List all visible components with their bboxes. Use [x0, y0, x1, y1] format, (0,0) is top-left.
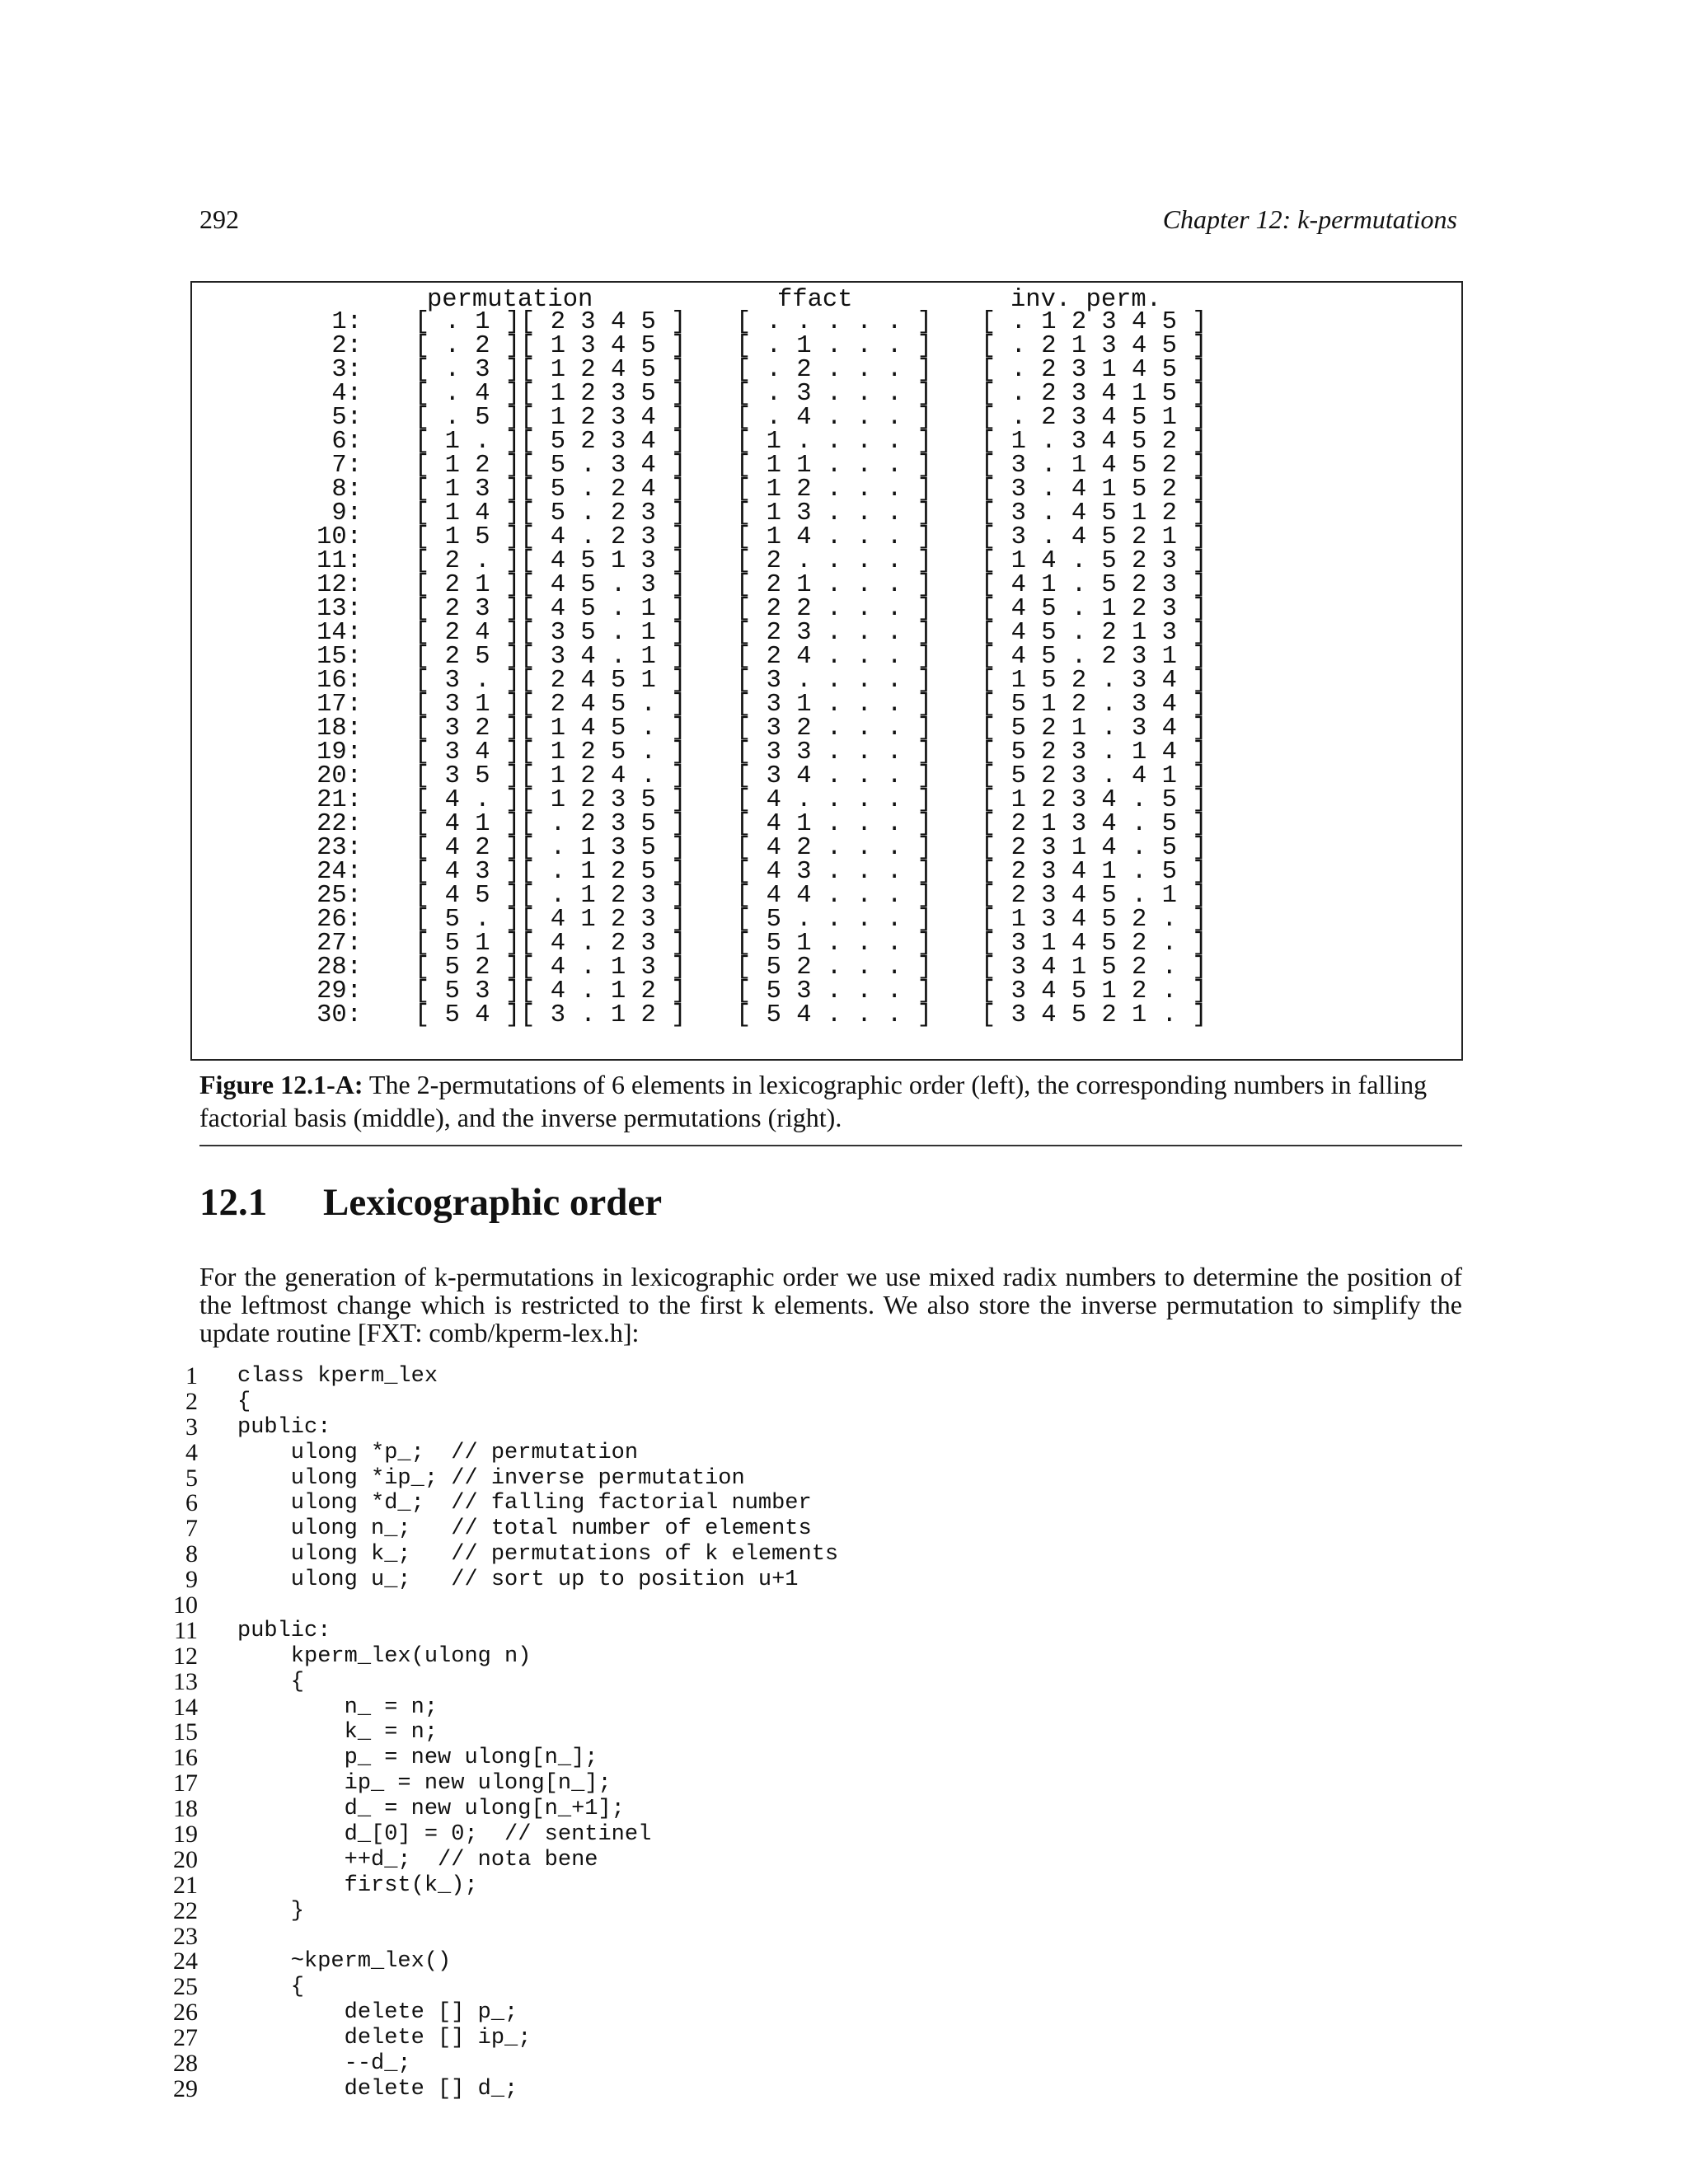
inverse-cell: [ 4 5 . 1 2 3 ] — [981, 595, 1207, 623]
code-text: { — [237, 1669, 305, 1694]
inverse-cell: [ 5 2 3 . 1 4 ] — [981, 738, 1207, 766]
inverse-cell: [ 5 2 3 . 4 1 ] — [981, 762, 1207, 790]
permutation-cell: [ 2 1 ][ 4 5 . 3 ] — [415, 571, 687, 599]
ffact-cell: [ . 1 . . . ] — [736, 332, 932, 360]
inverse-cell: [ 3 . 4 5 1 2 ] — [981, 499, 1207, 527]
row-index: 14: — [316, 619, 362, 647]
code-text: delete [] p_; — [237, 2000, 518, 2026]
section-title: Lexicographic order — [323, 1181, 663, 1224]
inverse-cell: [ . 1 2 3 4 5 ] — [981, 308, 1207, 336]
table-rows — [192, 308, 1461, 1029]
code-text: ulong *d_; // falling factorial number — [237, 1491, 812, 1516]
line-number: 8 — [185, 1540, 198, 1568]
row-index: 25: — [316, 882, 362, 910]
row-index: 16: — [316, 667, 362, 695]
line-number: 13 — [173, 1667, 198, 1695]
ffact-cell: [ 5 2 . . . ] — [736, 954, 932, 982]
ffact-cell: [ 2 1 . . . ] — [736, 571, 932, 599]
line-number: 5 — [185, 1464, 198, 1492]
inverse-cell: [ 1 4 . 5 2 3 ] — [981, 547, 1207, 575]
permutation-cell: [ 2 4 ][ 3 5 . 1 ] — [415, 619, 687, 647]
row-index: 8: — [331, 476, 362, 504]
line-number: 18 — [173, 1795, 198, 1823]
ffact-cell: [ 1 . . . . ] — [736, 428, 932, 456]
table-row — [192, 717, 1461, 741]
row-index: 2: — [331, 332, 362, 360]
inverse-cell: [ 2 3 4 1 . 5 ] — [981, 858, 1207, 886]
ffact-cell: [ 4 3 . . . ] — [736, 858, 932, 886]
ffact-cell: [ 1 2 . . . ] — [736, 476, 932, 504]
ffact-cell: [ 4 . . . . ] — [736, 786, 932, 814]
inverse-cell: [ . 2 3 4 1 5 ] — [981, 380, 1207, 408]
ffact-cell: [ 1 3 . . . ] — [736, 499, 932, 527]
line-number: 19 — [173, 1821, 198, 1849]
row-index: 13: — [316, 595, 362, 623]
row-index: 12: — [316, 571, 362, 599]
table-row — [192, 454, 1461, 478]
header-permutation: permutation — [427, 286, 593, 314]
table-row — [192, 499, 1461, 527]
row-index: 11: — [316, 547, 362, 575]
ffact-cell: [ . 2 . . . ] — [736, 356, 932, 384]
code-text: ip_ = new ulong[n_]; — [237, 1771, 612, 1797]
table-row — [192, 884, 1461, 908]
page-number: 292 — [199, 204, 239, 234]
line-number: 14 — [173, 1693, 198, 1721]
line-number: 24 — [173, 1947, 198, 1975]
line-number: 12 — [173, 1642, 198, 1670]
header-ffact: ffact — [777, 286, 853, 314]
code-text: { — [237, 1389, 251, 1414]
permutation-cell: [ 1 3 ][ 5 . 2 4 ] — [415, 476, 687, 504]
row-index: 7: — [331, 452, 362, 480]
permutation-cell: [ 2 . ][ 4 5 1 3 ] — [415, 547, 687, 575]
table-row — [192, 547, 1461, 575]
ffact-cell: [ 2 . . . . ] — [736, 547, 932, 575]
row-index: 20: — [316, 762, 362, 790]
table-row — [192, 571, 1461, 599]
permutation-table — [192, 283, 1207, 1029]
table-row — [192, 478, 1461, 502]
row-index: 24: — [316, 858, 362, 886]
code-text: k_ = n; — [237, 1720, 438, 1746]
line-number: 17 — [173, 1769, 198, 1797]
inverse-cell: [ 2 3 4 5 . 1 ] — [981, 882, 1207, 910]
header-inverse: inv. perm. — [1010, 286, 1162, 314]
inverse-cell: [ 3 . 4 1 5 2 ] — [981, 476, 1207, 504]
table-row — [192, 738, 1461, 766]
section-number: 12.1 — [199, 1181, 268, 1224]
permutation-cell: [ 3 . ][ 2 4 5 1 ] — [415, 667, 687, 695]
permutation-cell: [ 5 1 ][ 4 . 2 3 ] — [415, 930, 687, 958]
row-index: 1: — [331, 308, 362, 336]
line-number: 26 — [173, 1999, 198, 2027]
code-text: public: — [237, 1618, 331, 1643]
code-text: } — [237, 1898, 305, 1924]
inverse-cell: [ 3 4 5 2 1 . ] — [981, 1001, 1207, 1029]
code-text: delete [] d_; — [237, 2076, 518, 2102]
row-index: 30: — [316, 1001, 362, 1029]
figure-table — [190, 281, 1463, 1061]
row-index: 29: — [316, 977, 362, 1005]
permutation-cell: [ 4 1 ][ . 2 3 5 ] — [415, 810, 687, 838]
table-row — [192, 956, 1461, 980]
code-text: class kperm_lex — [237, 1364, 438, 1389]
table-row — [192, 356, 1461, 384]
table-row — [192, 908, 1461, 932]
permutation-cell: [ 1 5 ][ 4 . 2 3 ] — [415, 523, 687, 551]
ffact-cell: [ 3 2 . . . ] — [736, 715, 932, 743]
permutation-cell: [ 3 5 ][ 1 2 4 . ] — [415, 762, 687, 790]
permutation-cell: [ 2 5 ][ 3 4 . 1 ] — [415, 643, 687, 671]
permutation-cell: [ . 4 ][ 1 2 3 5 ] — [415, 380, 687, 408]
inverse-cell: [ 3 4 1 5 2 . ] — [981, 954, 1207, 982]
ffact-cell: [ 3 1 . . . ] — [736, 691, 932, 719]
inverse-cell: [ 1 5 2 . 3 4 ] — [981, 667, 1207, 695]
row-index: 22: — [316, 810, 362, 838]
code-text: ulong u_; // sort up to position u+1 — [237, 1568, 799, 1593]
code-text: kperm_lex(ulong n) — [237, 1643, 532, 1669]
table-row — [192, 621, 1461, 645]
permutation-cell: [ . 2 ][ 1 3 4 5 ] — [415, 332, 687, 360]
ffact-cell: [ 2 2 . . . ] — [736, 595, 932, 623]
permutation-cell: [ 1 . ][ 5 2 3 4 ] — [415, 428, 687, 456]
inverse-cell: [ 3 . 4 5 2 1 ] — [981, 523, 1207, 551]
row-index: 5: — [331, 404, 362, 432]
line-number: 1 — [185, 1362, 198, 1390]
row-index: 6: — [331, 428, 362, 456]
line-number: 7 — [185, 1515, 198, 1543]
permutation-cell: [ 2 3 ][ 4 5 . 1 ] — [415, 595, 687, 623]
figure-caption — [199, 1068, 1462, 1134]
table-row — [192, 786, 1461, 814]
permutation-cell: [ 4 2 ][ . 1 3 5 ] — [415, 834, 687, 862]
line-number: 3 — [185, 1413, 198, 1441]
table-row — [192, 308, 1461, 336]
code-text: ~kperm_lex() — [237, 1949, 452, 1975]
code-text: ++d_; // nota bene — [237, 1847, 598, 1872]
inverse-cell: [ 4 5 . 2 1 3 ] — [981, 619, 1207, 647]
permutation-cell: [ . 3 ][ 1 2 4 5 ] — [415, 356, 687, 384]
body-paragraph: For the generation of k-permutations in lexicographic order we use mixed radix numbers to determine the position of the leftmost change which is restricted to the first k elements. We also store the inverse permutation to simplify the update routine [FXT: comb/kperm-lex.h]: — [199, 1262, 1462, 1347]
permutation-cell: [ 5 2 ][ 4 . 1 3 ] — [415, 954, 687, 982]
line-number: 21 — [173, 1871, 198, 1899]
line-number: 23 — [173, 1922, 198, 1950]
row-index: 9: — [331, 499, 362, 527]
code-text: ulong k_; // permutations of k elements — [237, 1542, 839, 1568]
table-row — [192, 523, 1461, 551]
permutation-cell: [ . 5 ][ 1 2 3 4 ] — [415, 404, 687, 432]
permutation-cell: [ 4 . ][ 1 2 3 5 ] — [415, 786, 687, 814]
ffact-cell: [ 5 1 . . . ] — [736, 930, 932, 958]
ffact-cell: [ 5 4 . . . ] — [736, 1001, 932, 1029]
permutation-cell: [ 5 4 ][ 3 . 1 2 ] — [415, 1001, 687, 1029]
code-text: public: — [237, 1414, 331, 1440]
ffact-cell: [ 4 4 . . . ] — [736, 882, 932, 910]
inverse-cell: [ 2 3 1 4 . 5 ] — [981, 834, 1207, 862]
row-index: 23: — [316, 834, 362, 862]
row-index: 28: — [316, 954, 362, 982]
line-number: 9 — [185, 1566, 198, 1594]
code-text: delete [] ip_; — [237, 2026, 532, 2051]
table-row — [192, 860, 1461, 884]
code-text: p_ = new ulong[n_]; — [237, 1746, 598, 1771]
ffact-cell: [ 2 3 . . . ] — [736, 619, 932, 647]
permutation-cell: [ 3 4 ][ 1 2 5 . ] — [415, 738, 687, 766]
inverse-cell: [ . 2 1 3 4 5 ] — [981, 332, 1207, 360]
inverse-cell: [ 1 3 4 5 2 . ] — [981, 906, 1207, 934]
line-number: 20 — [173, 1845, 198, 1873]
ffact-cell: [ 5 . . . . ] — [736, 906, 932, 934]
section-heading — [199, 1180, 662, 1225]
row-index: 21: — [316, 786, 362, 814]
permutation-cell: [ . 1 ][ 2 3 4 5 ] — [415, 308, 687, 336]
table-row — [192, 430, 1461, 454]
table-row — [192, 332, 1461, 360]
inverse-cell: [ 5 2 1 . 3 4 ] — [981, 715, 1207, 743]
ffact-cell: [ 4 1 . . . ] — [736, 810, 932, 838]
permutation-cell: [ 1 4 ][ 5 . 2 3 ] — [415, 499, 687, 527]
row-index: 19: — [316, 738, 362, 766]
inverse-cell: [ 3 4 5 1 2 . ] — [981, 977, 1207, 1005]
row-index: 26: — [316, 906, 362, 934]
inverse-cell: [ 2 1 3 4 . 5 ] — [981, 810, 1207, 838]
line-number: 10 — [173, 1591, 198, 1619]
inverse-cell: [ . 2 3 1 4 5 ] — [981, 356, 1207, 384]
table-row — [192, 693, 1461, 717]
ffact-cell: [ 1 4 . . . ] — [736, 523, 932, 551]
line-number: 16 — [173, 1744, 198, 1772]
ffact-cell: [ 1 1 . . . ] — [736, 452, 932, 480]
inverse-cell: [ 5 1 2 . 3 4 ] — [981, 691, 1207, 719]
code-text: ulong n_; // total number of elements — [237, 1516, 812, 1542]
caption-label: Figure 12.1-A: — [199, 1070, 363, 1099]
inverse-cell: [ 1 . 3 4 5 2 ] — [981, 428, 1207, 456]
table-row — [192, 406, 1461, 430]
code-text: --d_; — [237, 2051, 411, 2077]
table-row — [192, 834, 1461, 862]
table-row — [192, 977, 1461, 1005]
ffact-cell: [ 5 3 . . . ] — [736, 977, 932, 1005]
ffact-cell: [ . . . . . ] — [736, 308, 932, 336]
row-index: 10: — [316, 523, 362, 551]
code-text: n_ = n; — [237, 1694, 438, 1720]
line-number: 27 — [173, 2024, 198, 2052]
code-text: first(k_); — [237, 1872, 478, 1898]
permutation-cell: [ 5 . ][ 4 1 2 3 ] — [415, 906, 687, 934]
code-text: ulong *p_; // permutation — [237, 1440, 639, 1465]
line-number: 15 — [173, 1718, 198, 1746]
caption-rule — [199, 1145, 1462, 1146]
inverse-cell: [ 3 . 1 4 5 2 ] — [981, 452, 1207, 480]
table-row — [192, 669, 1461, 693]
ffact-cell: [ 2 4 . . . ] — [736, 643, 932, 671]
ffact-cell: [ . 4 . . . ] — [736, 404, 932, 432]
row-index: 17: — [316, 691, 362, 719]
table-row — [192, 810, 1461, 838]
row-index: 27: — [316, 930, 362, 958]
inverse-cell: [ 3 1 4 5 2 . ] — [981, 930, 1207, 958]
row-index: 18: — [316, 715, 362, 743]
code-text: d_ = new ulong[n_+1]; — [237, 1797, 625, 1822]
permutation-cell: [ 5 3 ][ 4 . 1 2 ] — [415, 977, 687, 1005]
line-number: 25 — [173, 1973, 198, 2001]
line-number: 22 — [173, 1896, 198, 1924]
permutation-cell: [ 3 2 ][ 1 4 5 . ] — [415, 715, 687, 743]
ffact-cell: [ 3 3 . . . ] — [736, 738, 932, 766]
line-number: 29 — [173, 2074, 198, 2102]
permutation-cell: [ 3 1 ][ 2 4 5 . ] — [415, 691, 687, 719]
chapter-title: Chapter 12: k-permutations — [1162, 204, 1457, 234]
table-row — [192, 1001, 1461, 1029]
line-number: 2 — [185, 1387, 198, 1415]
permutation-cell: [ 4 5 ][ . 1 2 3 ] — [415, 882, 687, 910]
table-row — [192, 382, 1461, 406]
inverse-cell: [ 4 1 . 5 2 3 ] — [981, 571, 1207, 599]
line-number: 28 — [173, 2050, 198, 2078]
line-number: 6 — [185, 1489, 198, 1517]
code-text: { — [237, 1975, 305, 2000]
line-number: 11 — [174, 1616, 198, 1644]
ffact-cell: [ 3 4 . . . ] — [736, 762, 932, 790]
ffact-cell: [ 3 . . . . ] — [736, 667, 932, 695]
table-row — [192, 645, 1461, 669]
line-number: 4 — [185, 1438, 198, 1466]
caption-text: The 2-permutations of 6 elements in lexicographic order (left), the corresponding numbers in falling factorial basis (middle), and the inverse permutations (right). — [199, 1070, 1428, 1132]
table-row — [192, 762, 1461, 790]
row-index: 15: — [316, 643, 362, 671]
inverse-cell: [ 4 5 . 2 3 1 ] — [981, 643, 1207, 671]
row-index: 3: — [331, 356, 362, 384]
ffact-cell: [ 4 2 . . . ] — [736, 834, 932, 862]
permutation-cell: [ 4 3 ][ . 1 2 5 ] — [415, 858, 687, 886]
inverse-cell: [ . 2 3 4 5 1 ] — [981, 404, 1207, 432]
ffact-cell: [ . 3 . . . ] — [736, 380, 932, 408]
table-row — [192, 595, 1461, 623]
row-index: 4: — [331, 380, 362, 408]
permutation-cell: [ 1 2 ][ 5 . 3 4 ] — [415, 452, 687, 480]
table-row — [192, 932, 1461, 956]
code-text: ulong *ip_; // inverse permutation — [237, 1465, 745, 1491]
code-text: d_[0] = 0; // sentinel — [237, 1822, 652, 1848]
inverse-cell: [ 1 2 3 4 . 5 ] — [981, 786, 1207, 814]
